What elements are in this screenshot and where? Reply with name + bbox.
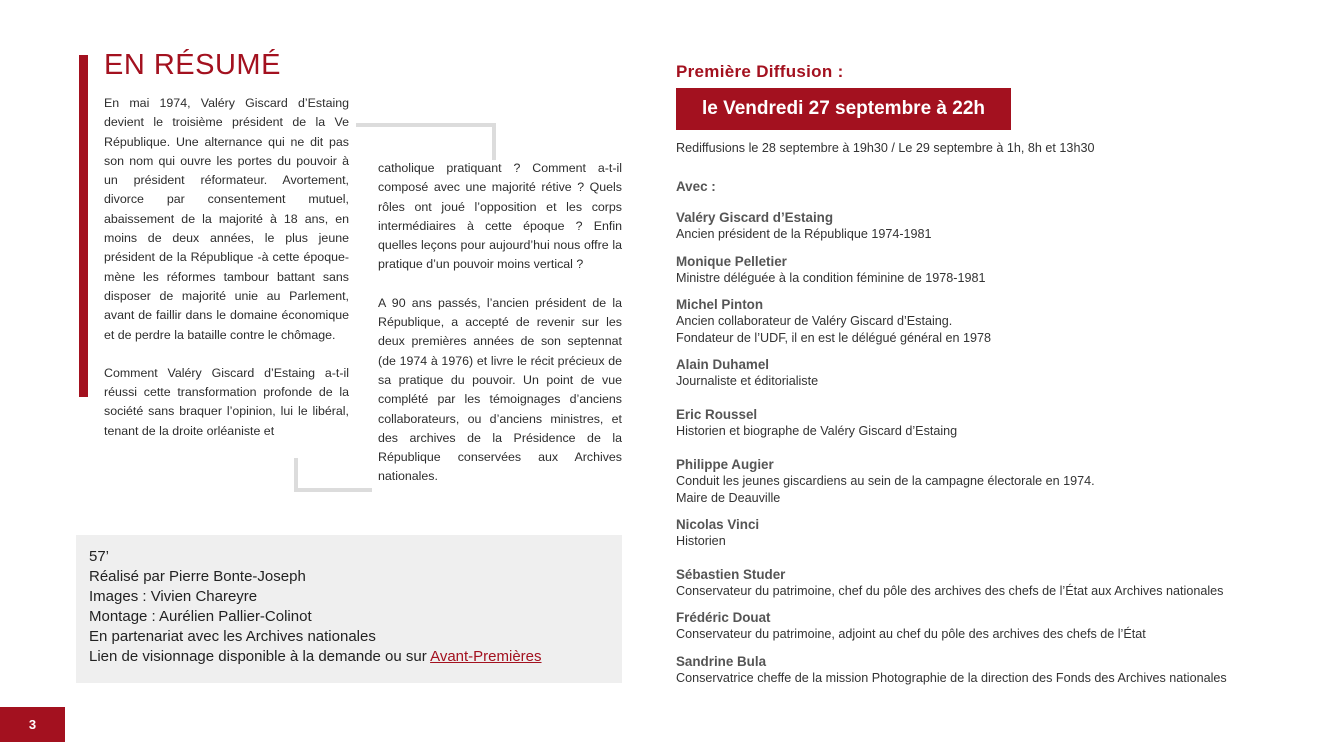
guest-role: Maire de Deauville [676,490,781,505]
summary-column-1 [104,94,349,441]
guest-name: Philippe Augier [676,457,774,472]
guest-name: Michel Pinton [676,297,764,312]
decorative-bracket-top [356,123,496,160]
guest-entry [676,406,1316,440]
guest-name: Valéry Giscard d’Estaing [676,210,834,225]
viewing-link-line [89,647,609,667]
guest-entry [676,609,1316,643]
accent-bar [79,55,88,397]
guest-name: Nicolas Vinci [676,517,760,532]
guest-role: Ancien collaborateur de Valéry Giscard d’Estaing. [676,314,953,328]
duration: 57’ [89,548,110,565]
guest-entry [676,296,1316,346]
guest-name: Eric Roussel [676,407,758,422]
guest-entry [676,356,1316,390]
summary-title: EN RÉSUMÉ [104,49,281,81]
partnership-credit: En partenariat avec les Archives nationales [89,628,376,645]
guest-entry [676,456,1316,506]
guest-name: Frédéric Douat [676,610,771,625]
guest-role: Historien et biographe de Valéry Giscard d’Estaing [676,424,958,438]
guest-entry [676,253,1316,287]
guest-role: Conservateur du patrimoine, chef du pôle des archives des chefs de l’État aux Archives nationales [676,584,1224,598]
decorative-bracket-bottom [294,458,372,492]
broadcast-heading: Première Diffusion : [676,62,844,81]
broadcast-date-banner: le Vendredi 27 septembre à 22h [676,88,1011,130]
viewing-link-prefix: Lien de visionnage disponible à la demande ou sur [89,648,431,665]
guest-entry [676,516,1316,550]
images-credit: Images : Vivien Chareyre [89,588,258,605]
guest-role: Conduit les jeunes giscardiens au sein de la campagne électorale en 1974. [676,474,1095,488]
guest-role: Historien [676,534,726,548]
reruns-text: Rediffusions le 28 septembre à 19h30 / Le 29 septembre à 1h, 8h et 13h30 [676,141,1095,155]
guest-entry [676,566,1316,600]
guest-entry [676,653,1316,687]
avant-premieres-link[interactable]: Avant-Premières [430,648,542,665]
editing-credit: Montage : Aurélien Pallier-Colinot [89,608,312,625]
summary-paragraph: En mai 1974, Valéry Giscard d’Estaing devient le troisième président de la Ve République. Une alternance qui ne dit pas son nom qui ouvre les portes du pouvoir à un président réformateur. Avortement, divorce par consentement mutuel, abaissement de la majorité à 18 ans, en moins de deux années, le plus jeune président de la République -à cette époque- mène les réformes tambour battant sans disposer de majorité unie au Parlement, avant de faillir dans le domaine économique et de perdre la bataille contre le chômage. [104,96,349,342]
guest-role: Conservateur du patrimoine, adjoint au chef du pôle des archives des chefs de l’État [676,627,1146,641]
credits-panel [76,535,622,683]
guest-entry [676,209,1316,243]
summary-paragraph: catholique pratiquant ? Comment a-t-il composé avec une majorité rétive ? Quels rôles ont joué l’opposition et les corps intermédiaires à cette époque ? Enfin quelles leçons pour aujourd’hui nous offre la pratique d’un pouvoir moins vertical ? [378,161,622,272]
guest-name: Sandrine Bula [676,654,767,669]
director-credit: Réalisé par Pierre Bonte-Joseph [89,568,306,585]
summary-paragraph: Comment Valéry Giscard d’Estaing a-t-il réussi cette transformation profonde de la société sans braquer l’opinion, lui le libéral, tenant de la droite orléaniste et [104,365,349,438]
page-number: 3 [0,707,65,742]
guest-role: Journaliste et éditorialiste [676,374,819,388]
cast-label: Avec : [676,179,716,194]
summary-paragraph: A 90 ans passés, l’ancien président de la République, a accepté de revenir sur les deux premières années de son septennat (de 1974 à 1976) et livre le récit précieux de sa pratique du pouvoir. Un point de vue complété par les témoignages d’anciens collaborateurs, ou d’anciens ministres, et des archives de la Présidence de la République conservées aux Archives nationales. [378,295,622,484]
guest-role: Fondateur de l’UDF, il en est le délégué général en 1978 [676,330,992,345]
summary-column-2 [378,159,622,487]
guest-name: Alain Duhamel [676,357,770,372]
guest-role: Ministre déléguée à la condition féminine de 1978-1981 [676,271,986,285]
guest-name: Sébastien Studer [676,567,786,582]
guest-name: Monique Pelletier [676,254,787,269]
guest-role: Conservatrice cheffe de la mission Photographie de la direction des Fonds des Archives nationales [676,671,1227,685]
guest-role: Ancien président de la République 1974-1981 [676,227,932,241]
